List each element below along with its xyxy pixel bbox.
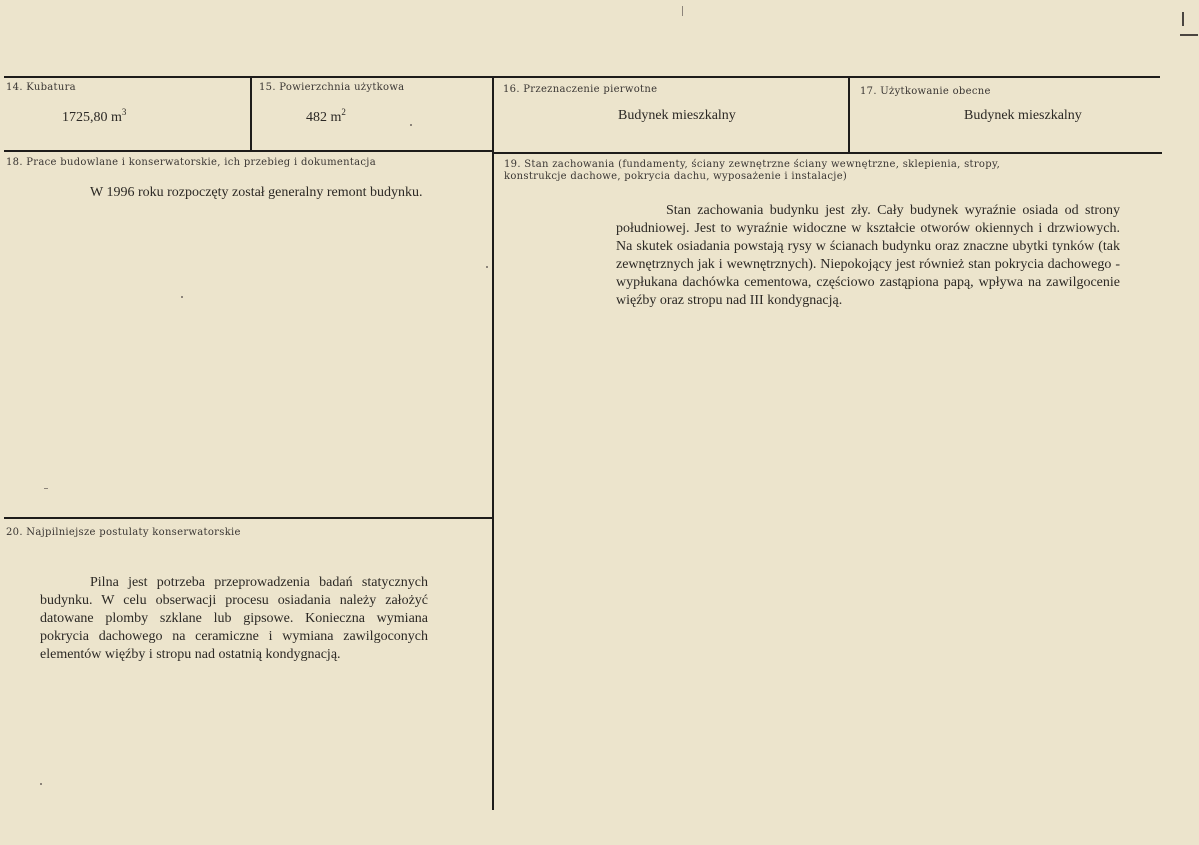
field-15-number: 482 m: [306, 110, 342, 125]
paper-speck: [410, 124, 412, 126]
paper-speck: [40, 783, 42, 785]
field-15-label: 15. Powierzchnia użytkowa: [259, 82, 405, 93]
field-14-label: 14. Kubatura: [6, 82, 76, 93]
field-14-number: 1725,80 m: [62, 110, 122, 125]
col-divider-14-15: [250, 76, 252, 150]
field-19-text: Stan zachowania budynku jest zły. Cały budynek wyraźnie osiada od strony południowej. Jest to wyraźnie widoczne w kształcie otworów okiennych i drzwiowych. Na skutek osiadania powstają rysy w ścianach budynku oraz znaczne ubytki tynków (tak zewnętrznych jak i wewnętrznych). Niepokojący jest również stan pokrycia dachowego - wypłukana dachówka cementowa, częściowo zastąpiona papą, wpływa na zawilgocenie więźby oraz stropu nad III kondygnacją.: [616, 203, 1120, 308]
paper-speck: [44, 488, 48, 489]
col-divider-main: [492, 76, 494, 810]
field-14-value: [62, 107, 127, 126]
field-14-unit-exponent: 3: [121, 107, 127, 117]
top-rule: [4, 76, 1160, 78]
field-19-label: 19. Stan zachowania (fundamenty, ściany zewnętrzne ściany wewnętrzne, sklepienia, stropy, konstrukcje dachowe, pokrycia dachu, wyposażenie i instalacje): [504, 159, 1001, 182]
col-divider-16-17: [848, 76, 850, 152]
paper-speck: [1180, 34, 1198, 36]
row-divider: [4, 150, 492, 152]
paper-speck: [486, 266, 488, 268]
paper-speck: [1182, 12, 1184, 26]
field-15-unit-exponent: 2: [341, 107, 346, 117]
paper-speck: [682, 6, 683, 16]
field-17-value: Budynek mieszkalny: [964, 108, 1082, 123]
section-divider: [4, 517, 492, 519]
field-20-text: Pilna jest potrzeba przeprowadzenia badań statycznych budynku. W celu obserwacji procesu osiadania należy założyć datowane plomby szklane lub gipsowe. Konieczna wymiana pokrycia dachowego na ceramiczne i wymiana zawilgoconych elementów więźby i stropu nad ostatnią kondygnacją.: [40, 575, 428, 662]
field-16-value: Budynek mieszkalny: [618, 108, 736, 123]
field-15-value: [306, 107, 346, 126]
field-16-label: 16. Przeznaczenie pierwotne: [503, 84, 658, 95]
field-18-label: 18. Prace budowlane i konserwatorskie, ich przebieg i dokumentacja: [6, 157, 376, 168]
field-18-text: W 1996 roku rozpoczęty został generalny remont budynku.: [90, 185, 423, 200]
field-17-label: 17. Użytkowanie obecne: [860, 86, 991, 97]
row-divider-right: [494, 152, 1162, 154]
field-20-label: 20. Najpilniejsze postulaty konserwatorskie: [6, 527, 241, 538]
paper-speck: [181, 296, 183, 298]
